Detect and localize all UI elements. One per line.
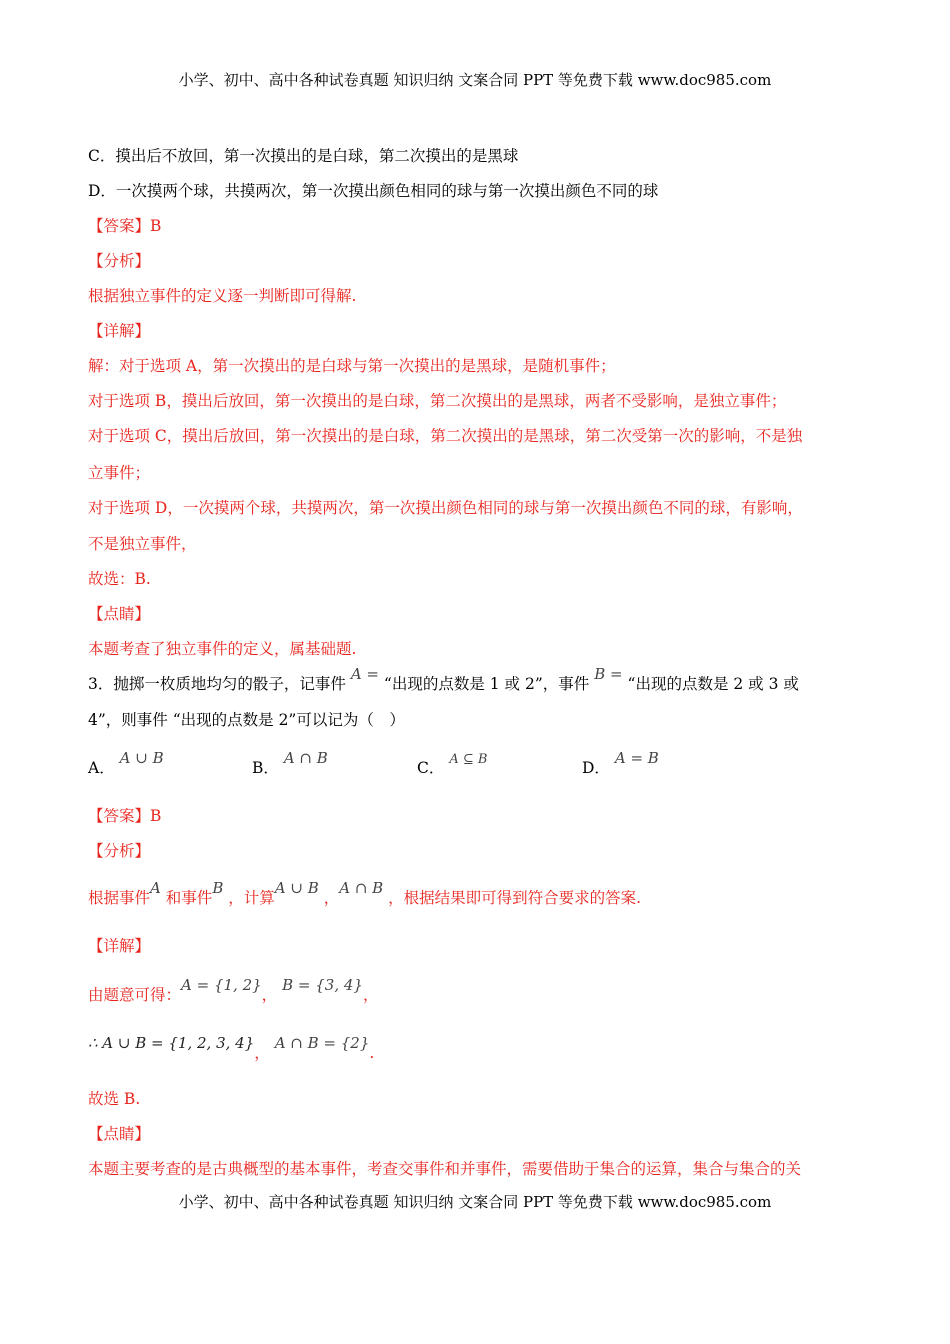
q3-analysis-mid1: 和事件 [165,889,213,907]
q3-analysis-intersection: A ∩ B [339,879,384,897]
q3-option-c [417,752,488,780]
q3-analysis-pre: 根据事件 [88,889,151,907]
q3-option-b-math: A ∩ B [283,749,328,767]
q3-detail-2-comma: ， [254,1044,270,1062]
q3-option-a-math: A ∪ B [119,749,164,767]
q3-option-d [582,749,659,778]
q3-stem-pre: 3．抛掷一枚质地均匀的骰子，记事件 [88,675,346,693]
q3-comment: 本题主要考查的是古典概型的基本事件，考查交事件和并事件，需要借助于集合的运算，集合与集合的关 [88,1160,802,1178]
q3-stem-line-2: 4”，则事件 “出现的点数是 2”可以记为（ ） [88,711,405,729]
q3-option-c-label: C． [417,759,445,777]
q3-detail-1 [88,976,379,1005]
q2-detail-2: 对于选项 B，摸出后放回，第一次摸出的是白球，第二次摸出的是黑球，两者不受影响，是独立事件； [88,392,787,410]
q3-event-a: A = [350,665,379,683]
q2-detail-title: 【详解】 [88,322,151,340]
q3-answer: 【答案】B [88,807,162,825]
q3-stem-mid: “出现的点数是 1 或 2”，事件 [383,675,590,693]
q2-option-c: C．摸出后不放回，第一次摸出的是白球，第二次摸出的是黑球 [88,147,519,165]
q3-detail-set-a: A = {1, 2} [181,976,262,994]
q3-detail-title: 【详解】 [88,937,151,955]
q3-stem-post: “出现的点数是 2 或 3 或 [627,675,799,693]
q3-analysis-mid2: ，计算 [228,889,275,907]
q3-analysis [88,879,642,908]
q3-option-d-label: D． [582,759,610,777]
q3-detail-set-b: B = {3, 4} [282,976,363,994]
q3-detail-2 [88,1034,375,1063]
q3-detail-union: ∴ A ∪ B = {1, 2, 3, 4} [88,1034,255,1052]
q3-detail-2-end: . [369,1044,375,1062]
q3-analysis-event-b: B [212,879,224,897]
q3-detail-intersection: A ∩ B = {2} [274,1034,370,1052]
q3-detail-1-pre: 由题意可得： [88,986,182,1004]
page-footer: 小学、初中、高中各种试卷真题 知识归纳 文案合同 PPT 等免费下载 www.doc985.com [178,1193,772,1211]
q2-detail-3b: 立事件； [88,464,151,482]
q3-option-a-label: A． [88,759,115,777]
q3-detail-1-comma: ， [261,986,278,1004]
q2-answer: 【答案】B [88,217,162,235]
q3-detail-1-end: ， [362,986,379,1004]
q3-analysis-comma: ， [323,889,340,907]
q2-conclusion: 故选：B. [88,570,151,588]
q2-analysis-title: 【分析】 [88,252,151,270]
q3-analysis-title: 【分析】 [88,842,151,860]
q3-option-c-math: A ⊆ B [449,752,488,767]
q3-option-d-math: A = B [614,749,659,767]
q3-analysis-post: ，根据结果即可得到符合要求的答案. [388,889,642,907]
q2-comment-title: 【点睛】 [88,605,151,623]
q3-comment-title: 【点睛】 [88,1125,151,1143]
q2-detail-3a: 对于选项 C，摸出后放回，第一次摸出的是白球，第二次摸出的是黑球，第二次受第一次的影响，不是独 [88,427,803,445]
q2-detail-4a: 对于选项 D，一次摸两个球，共摸两次，第一次摸出颜色相同的球与第一次摸出颜色不同的球，有影响， [88,499,803,517]
q3-stem-line-1 [88,665,799,694]
q3-option-a [88,749,164,778]
q3-analysis-event-a: A [150,879,161,897]
q3-option-b-label: B． [252,759,279,777]
q3-event-b: B = [594,665,623,683]
q3-option-b [252,749,328,778]
q2-option-d: D．一次摸两个球，共摸两次，第一次摸出颜色相同的球与第一次摸出颜色不同的球 [88,182,659,200]
q3-conclusion: 故选 B. [88,1090,141,1108]
q2-analysis: 根据独立事件的定义逐一判断即可得解. [88,287,357,305]
q2-detail-4b: 不是独立事件， [88,535,197,553]
q2-detail-1: 解：对于选项 A，第一次摸出的是白球与第一次摸出的是黑球，是随机事件； [88,357,616,375]
page-header: 小学、初中、高中各种试卷真题 知识归纳 文案合同 PPT 等免费下载 www.doc985.com [178,71,772,89]
q3-analysis-union: A ∪ B [274,879,319,897]
q2-comment: 本题考查了独立事件的定义，属基础题. [88,640,357,658]
